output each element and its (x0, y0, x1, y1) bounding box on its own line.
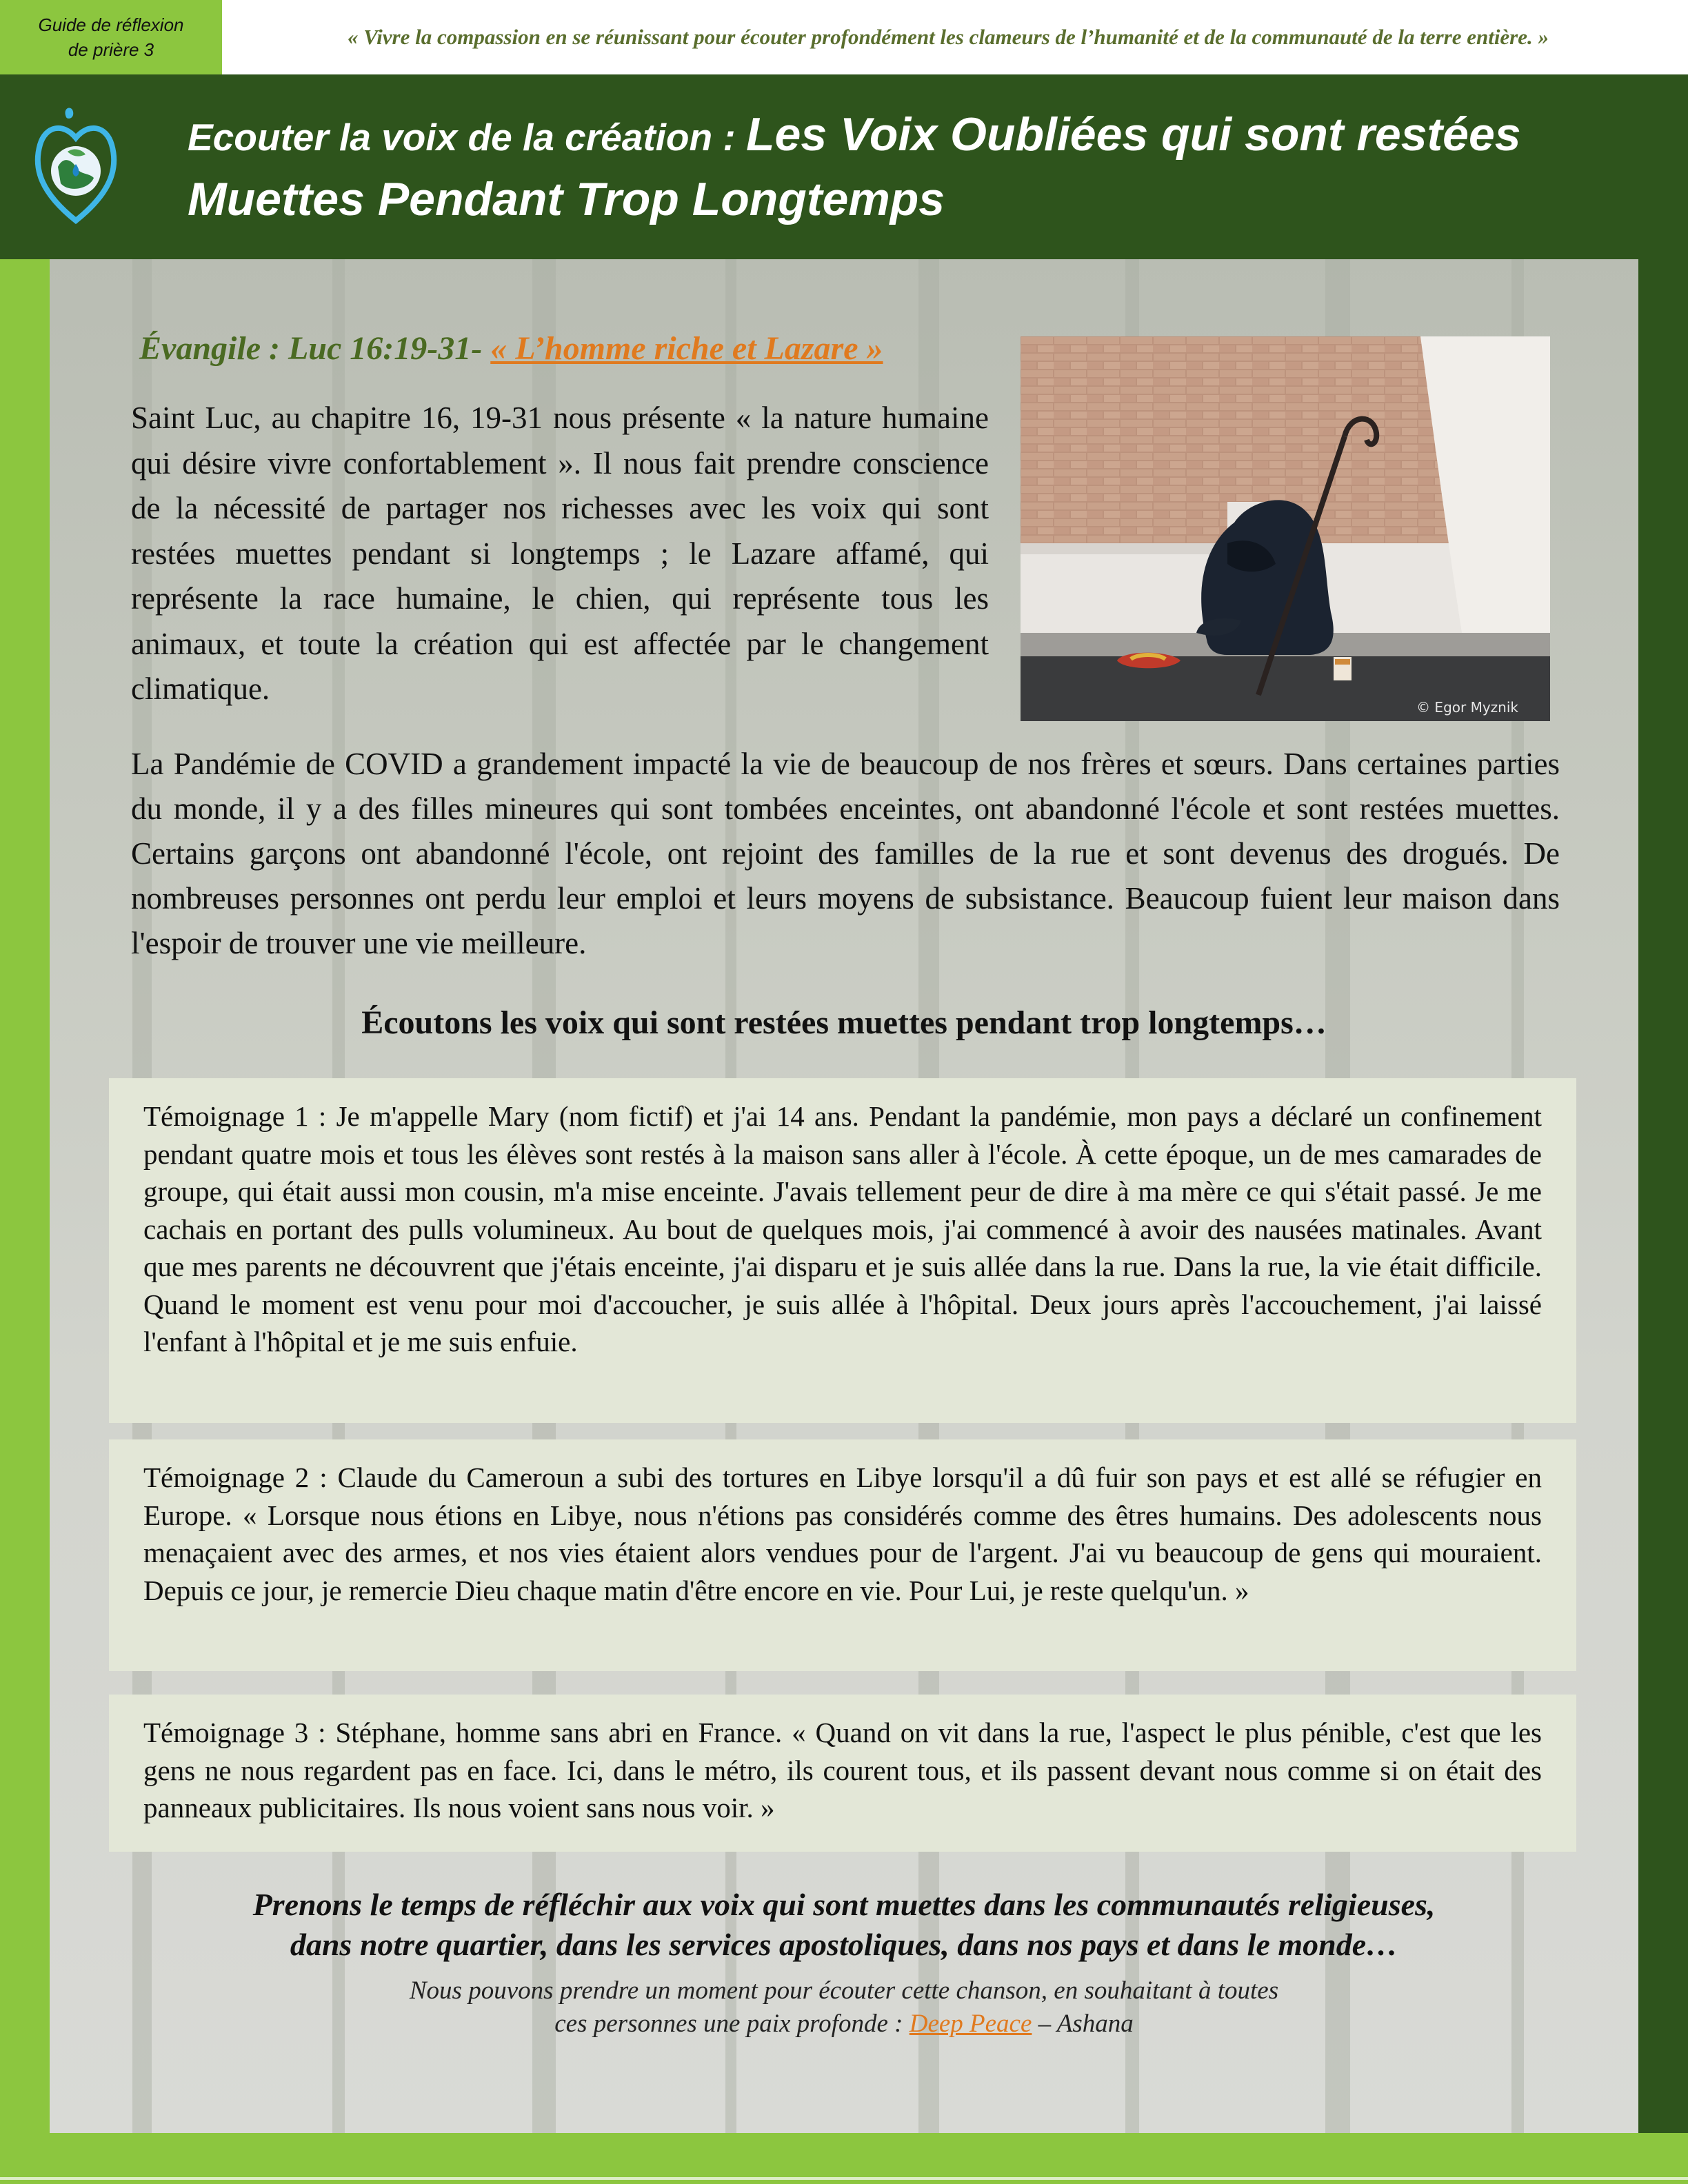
note-line1: Nous pouvons prendre un moment pour écouter cette chanson, en souhaitant à toutes (409, 1976, 1279, 2005)
top-bar (0, 0, 1688, 74)
song-note (50, 1974, 1638, 2041)
section-heading: Écoutons les voix qui sont restées muettes pendant trop longtemps… (361, 1004, 1327, 1041)
testimony-text-1: Témoignage 1 : Je m'appelle Mary (nom fictif) et j'ai 14 ans. Pendant la pandémie, mon pays a déclaré un confinement pendant quatre mois et tous les élèves sont restés à la maison sans aller à l'école. À cette époque, un de mes camarades de groupe, qui était aussi mon cousin, m'a mise enceinte. J'avais tellement peur de dire à ma mère ce qui s'était passé. Je me cachais en portant des pulls volumineux. Au bout de quelques mois, j'ai commencé à avoir des nausées matinales. Avant que mes parents ne découvrent que j'étais enceinte, j'ai disparu et je suis allée dans la rue. Dans la rue, la vie était difficile. Quand le moment est venu pour moi d'accoucher, je suis allée à l'hôpital. Deux jours après l'accouchement, j'ai laissé l'enfant à l'hôpital et je me suis enfuie. (143, 1100, 1542, 1357)
song-artist: – Ashana (1032, 2010, 1134, 2038)
photo-beggar (1021, 336, 1550, 721)
testimony-box-1 (109, 1078, 1576, 1423)
photo-credit: © Egor Myznik (1416, 699, 1518, 716)
testimony-box-2 (109, 1439, 1576, 1671)
bottom-strip (0, 2133, 1688, 2184)
guide-tag (0, 0, 222, 74)
main-content (50, 259, 1638, 2133)
reflection-text (50, 1885, 1638, 1965)
title-main-line1: Les Voix Oubliées qui sont restées (746, 108, 1521, 161)
intro-paragraph: Saint Luc, au chapitre 16, 19-31 nous présente « la nature humaine qui désire vivre confortablement ». Il nous fait prendre conscience de la nécessité de partager nos richesses avec les voix qui sont restées muettes pendant si longtemps ; le Lazare affamé, qui représente la race humaine, le chien, qui représente tous les animaux, et toute la création qui est affectée par le changement climatique. (131, 401, 989, 706)
gospel-reference (139, 330, 883, 367)
covid-paragraph: La Pandémie de COVID a grandement impacté la vie de beaucoup de nos frères et sœurs. Dans certaines parties du monde, il y a des filles mineures qui sont tombées enceintes, ont abandonné l'école et sont restées muettes. Certains garçons ont abandonné l'école, ont rejoint des familles de la rue et sont devenus des drogués. De nombreuses personnes ont perdu leur emploi et leurs moyens de subsistance. Beaucoup fuient leur maison dans l'espoir de trouver une vie meilleure. (131, 747, 1560, 960)
right-stripe (1638, 259, 1688, 2133)
guide-tag-line2: de prière 3 (68, 39, 154, 60)
gospel-ref: Évangile : Luc 16:19-31- (139, 330, 491, 367)
song-link[interactable]: Deep Peace (909, 2010, 1032, 2038)
reflection-line1: Prenons le temps de réfléchir aux voix qui sont muettes dans les communautés religieuses, (252, 1887, 1436, 1922)
note-line2-prefix: ces personnes une paix profonde : (554, 2010, 910, 2038)
testimony-text-2: Témoignage 2 : Claude du Cameroun a subi des tortures en Libye lorsqu'il a dû fuir son pays et est allé se réfugier en Europe. « Lorsque nous étions en Libye, nous n'étions pas considérés comme des êtres humains. Des adolescents nous menaçaient avec des armes, et nos vies étaient alors vendues pour de l'argent. J'ai vu beaucoup de gens qui mouraient. Depuis ce jour, je remercie Dieu chaque matin d'être encore en vie. Pour Lui, je reste quelqu'un. » (143, 1462, 1542, 1606)
top-quote: « Vivre la compassion en se réunissant pour écouter profondément les clameurs de l’humanité et de la communauté de la terre entière. » (347, 25, 1549, 49)
testimony-text-3: Témoignage 3 : Stéphane, homme sans abri en France. « Quand on vit dans la rue, l'aspect le plus pénible, c'est que les gens ne nous regardent pas en face. Ici, dans le métro, ils courent tous, et ils passent devant nous comme si on était des panneaux publicitaires. Ils nous voient sans nous voir. » (143, 1717, 1542, 1823)
bottom-divider (0, 2177, 1688, 2180)
gospel-link[interactable]: « L’homme riche et Lazare » (490, 330, 883, 367)
guide-tag-line1: Guide de réflexion (38, 14, 184, 35)
title-prefix: Ecouter la voix de la création : (188, 116, 746, 159)
title-main-line2: Muettes Pendant Trop Longtemps (188, 173, 945, 225)
globe-heart-logo-icon (28, 103, 124, 228)
reflection-line2: dans notre quartier, dans les services apostoliques, dans nos pays et dans le monde… (290, 1927, 1398, 1962)
testimony-box-3 (109, 1695, 1576, 1852)
page-title (188, 102, 1663, 232)
